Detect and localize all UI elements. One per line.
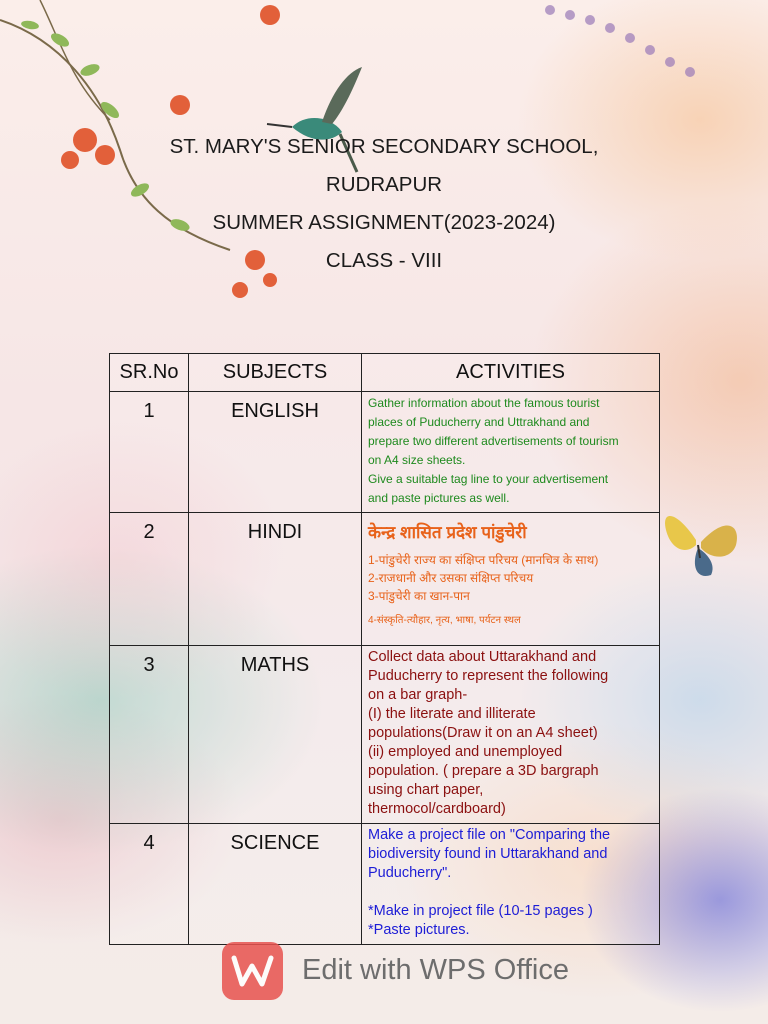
table-header-row: [110, 354, 660, 392]
table-row-maths: [110, 646, 660, 824]
activity-line: prepare two different advertisements of tourism: [368, 434, 619, 448]
table-row-hindi: [110, 513, 660, 646]
activity-line: *Make in project file (10-15 pages ): [368, 903, 593, 919]
activity-line: thermocol/cardboard): [368, 801, 506, 817]
activity-line: 2-राजधानी और उसका संक्षिप्त परिचय: [368, 571, 534, 585]
table-row-english: [110, 392, 660, 513]
activity-line: 3-पांडुचेरी का खान-पान: [368, 589, 470, 603]
assignment-title: SUMMER ASSIGNMENT(2023-2024): [212, 211, 556, 234]
activity-line: Give a suitable tag line to your advertisement: [368, 472, 609, 486]
wps-watermark-text: Edit with WPS Office: [302, 954, 569, 986]
lavender-decoration: [520, 0, 768, 90]
wps-logo-icon: [222, 942, 283, 1000]
activity-line: Puducherry to represent the following: [368, 668, 609, 684]
row-subject: HINDI: [189, 513, 362, 646]
school-name: ST. MARY'S SENIOR SECONDARY SCHOOL,: [169, 135, 599, 158]
hindi-activity-title: केन्द्र शासित प्रदेश पांडुचेरी: [368, 523, 527, 542]
row-activities: [362, 513, 660, 646]
activity-line: (I) the literate and illiterate: [368, 706, 536, 722]
activity-line: Puducherry".: [368, 865, 452, 881]
school-header: [0, 128, 768, 280]
activity-line: Gather information about the famous tourist: [368, 396, 600, 410]
assignment-table: [109, 353, 660, 945]
activity-line: Collect data about Uttarakhand and: [368, 649, 597, 665]
row-number: 4: [110, 824, 189, 945]
row-number: 1: [110, 392, 189, 513]
class-label: CLASS - VIII: [325, 249, 443, 272]
activity-line: [368, 883, 653, 902]
row-activities: [362, 646, 660, 824]
activity-line: 1-पांडुचेरी राज्य का संक्षिप्त परिचय (मानचित्र के साथ): [368, 553, 599, 567]
wps-watermark[interactable]: [222, 942, 582, 1002]
activity-line: on a bar graph-: [368, 687, 468, 703]
school-city: RUDRAPUR: [325, 173, 443, 196]
activity-line: Make a project file on "Comparing the: [368, 827, 611, 843]
row-subject: SCIENCE: [189, 824, 362, 945]
col-header-srno: SR.No: [110, 354, 189, 392]
activity-line: places of Puducherry and Uttrakhand and: [368, 415, 590, 429]
activity-line: and paste pictures as well.: [368, 491, 510, 505]
row-activities: [362, 824, 660, 945]
col-header-activities: ACTIVITIES: [362, 354, 660, 392]
activity-line: biodiversity found in Uttarakhand and: [368, 846, 608, 862]
row-number: 3: [110, 646, 189, 824]
activity-line: on A4 size sheets.: [368, 453, 466, 467]
activity-line: populations(Draw it on an A4 sheet): [368, 725, 598, 741]
row-subject: ENGLISH: [189, 392, 362, 513]
col-header-subjects: SUBJECTS: [189, 354, 362, 392]
row-number: 2: [110, 513, 189, 646]
butterfly-decoration: [656, 500, 746, 585]
activity-line: using chart paper,: [368, 782, 484, 798]
activity-line: *Paste pictures.: [368, 922, 470, 938]
activity-line: population. ( prepare a 3D bargraph: [368, 763, 599, 779]
activity-line: (ii) employed and unemployed: [368, 744, 563, 760]
activity-line: 4-संस्कृति-त्यौहार, नृत्य, भाषा, पर्यटन स्थल: [368, 615, 521, 626]
row-activities: [362, 392, 660, 513]
row-subject: MATHS: [189, 646, 362, 824]
table-row-science: [110, 824, 660, 945]
